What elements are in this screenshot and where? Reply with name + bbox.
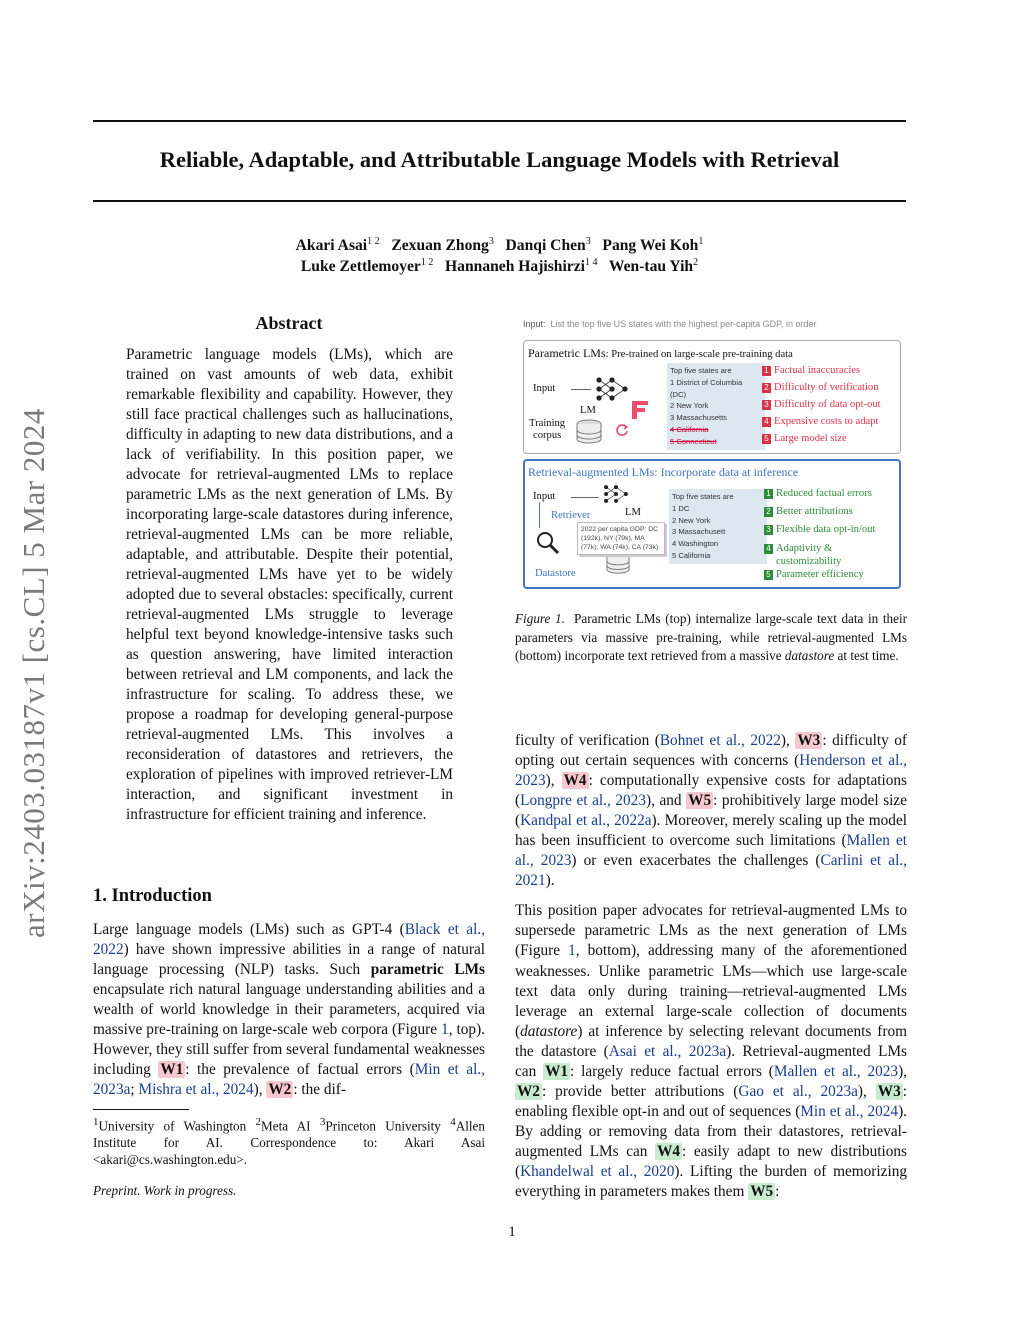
introduction-heading: 1. Introduction <box>93 886 212 906</box>
state-row: 3 Massachusett <box>672 527 726 537</box>
affiliations-footnote: $^1$University of Washington $^2$Meta AI $^3$Princeton University $^4$Allen Institute for AI. Correspondence to: Akari Asai <akari@cs.washington.edu>. <box>93 1116 485 1167</box>
retrieval-panel-title: Retrieval-augmented LMs: Incorporate data at inference <box>528 465 799 479</box>
page-number: 1 <box>508 1224 516 1240</box>
author: Danqi Chen <box>505 237 586 255</box>
paragraph: ficulty of verification (Bohnet et al., 2022), W3 : difficulty of opting out certain sequences with concerns (Henderson et al., 2023), W4 : computationally expensive costs for adaptations (Longpre et al., 2023), and W5 : prohibitively large model size (Kandpal et al., 2022a). Moreover, merely scaling up the model has been insufficient to overcome such limitations (Mallen et al., 2023) or even exacerbates the challenges (Carlini et al., 2021). <box>515 732 908 890</box>
citation-link[interactable]: Carlini et al., 2021 <box>515 852 907 890</box>
citation-link[interactable]: Khandelwal et al., 2020 <box>520 1162 675 1180</box>
input-label: Input <box>533 383 556 394</box>
arrow <box>595 555 605 556</box>
paragraph: This position paper advocates for retrieval-augmented LMs to supersede parametric LMs as the next generation of LMs (Figure 1, bottom), addressing many of the aforementioned weaknesses. Unlike parametric LMs—which use large-scale text data only during training—retrieval-augmented LMs leverage an external large-scale collection of documents (datastore) at inference by selecting relevant documents from the datastore (Asai et al., 2023a). Retrieval-augmented LMs can W1 : largely reduce factual errors (Mallen et al., 2023), W2 : provide better attributions (Gao et al., 2023a), W3 : enabling flexible opt-in and out of sequences (Min et al., 2024). By adding or removing data from their datastores, retrieval-augmented LMs can W4 : easily adapt to new distributions (Khandelwal et al., 2020). Lifting the burden of memorizing everything in parameters makes them W5 : <box>515 902 907 1201</box>
right-column-text <box>515 731 907 1202</box>
figure-ref-link[interactable]: 1 <box>568 942 576 960</box>
citation-link[interactable]: Min et al., 2024 <box>800 1102 899 1120</box>
neural-network-icon <box>595 375 629 408</box>
citation-link[interactable]: Henderson et al., 2023 <box>515 752 907 790</box>
issue-item: 4 Expensive costs to adapt <box>762 416 878 427</box>
citation-link[interactable]: Asai et al., 2023a <box>608 1042 727 1060</box>
paper-title: Reliable, Adaptable, and Attributable Language Models with Retrieval <box>159 147 840 172</box>
state-row: 1 District of Columbia <box>670 377 743 387</box>
state-row: 4 Washington <box>672 539 719 549</box>
citation-link[interactable]: Black et al., 2022 <box>93 921 485 959</box>
figure-input-prompt: Input: List the top five US states with the highest per-capita GDP, in order <box>523 319 817 329</box>
citation-link[interactable]: Min et al., 2023a <box>93 1061 485 1099</box>
magnifier-icon <box>535 530 561 561</box>
citation-link[interactable]: Mallen et al., 2023 <box>773 1062 899 1080</box>
citation-link[interactable]: Bohnet et al., 2022 <box>659 732 781 749</box>
training-corpus-label: Training corpus <box>529 418 566 441</box>
neural-network-icon <box>603 483 629 510</box>
refresh-icon <box>615 423 629 442</box>
fire-f-icon <box>630 399 650 426</box>
state-row: 5 Connecticut <box>670 436 717 446</box>
state-row: 4 California <box>670 424 709 434</box>
state-row: (DC) <box>670 389 687 399</box>
strength-tag: W1 <box>545 1062 569 1080</box>
strength-tag: W5 <box>750 1183 774 1201</box>
retriever-label: Retriever <box>551 510 591 521</box>
benefit-item: 5 Parameter efficiency <box>764 569 864 580</box>
parametric-panel-title: Parametric LMs: Pre-trained on large-scale pre-training data <box>528 346 793 360</box>
weakness-tag: W4 <box>563 772 587 790</box>
arxiv-stamp: arXiv:2403.03187v1 [cs.CL] 5 Mar 2024 <box>16 408 51 938</box>
database-icon <box>575 419 603 450</box>
issue-item: 5 Large model size <box>762 433 847 444</box>
footnote-rule <box>93 1109 189 1110</box>
input-label: Input <box>533 491 556 502</box>
state-row: 5 California <box>672 550 711 560</box>
lm-label: LM <box>625 507 641 518</box>
strength-tag: W2 <box>517 1082 540 1100</box>
citation-link[interactable]: Gao et al., 2023a <box>738 1082 858 1100</box>
citation-link[interactable]: Longpre et al., 2023 <box>520 792 646 810</box>
state-row: 2 New York <box>670 401 709 411</box>
introduction-paragraph: Large language models (LMs) such as GPT-4 (Black et al., 2022) have shown impressive abilities in a range of natural language processing (NLP) tasks. Such parametric LMs encapsulate rich natural language understanding abilities and a wealth of world knowledge in their parameters, acquired via massive pre-training on large-scale web corpora (Figure 1, top). However, they still suffer from several fundamental weaknesses including W1 : the prevalence of factual errors (Min et al., 2023a; Mishra et al., 2024), W2 : the dif- <box>93 921 485 1099</box>
state-row: 3 Massachusetts <box>670 413 727 423</box>
database-icon <box>605 551 631 580</box>
weakness-tag: W1 <box>160 1061 184 1079</box>
issue-item: 2 Difficulty of verification <box>762 382 879 393</box>
lm-label: LM <box>580 405 596 416</box>
authors-line-2: Luke Zettlemoyer$^{1 2}$ Hannaneh Hajishirzi$^{1 4}$ Wen-tau Yih$^2$ <box>300 257 699 276</box>
figure-1 <box>515 315 907 595</box>
title-rule-bottom <box>93 200 906 202</box>
arrow <box>539 502 540 528</box>
citation-link[interactable]: Kandpal et al., 2022a <box>520 812 652 830</box>
figure-ref-link[interactable]: 1 <box>441 1021 449 1039</box>
issue-item: 3 Difficulty of data opt-out <box>762 399 881 410</box>
issue-item: 1 Factual inaccuracies <box>762 365 860 376</box>
arrow <box>571 497 599 498</box>
author: Hannaneh Hajishirzi <box>445 258 585 276</box>
figure-caption: Figure 1. Parametric LMs (top) internalize large-scale text data in their parameters via massive pre-training, while retrieval-augmented LMs (bottom) incorporate text retrieved from a massive datastore at test time. <box>515 611 907 664</box>
author: Akari Asai <box>295 237 368 255</box>
weakness-tag: W2 <box>268 1081 292 1099</box>
state-row: 1 DC <box>672 503 690 513</box>
benefit-item: 3 Flexible data opt-in/out <box>764 524 875 535</box>
state-row: 2 New York <box>672 515 711 525</box>
strength-tag: W3 <box>877 1082 901 1100</box>
author: Zexuan Zhong <box>391 237 489 255</box>
authors-line-1: Akari Asai$^{1 2}$ Zexuan Zhong$^3$ Danqi Chen$^3$ Pang Wei Koh$^1$ <box>295 236 704 255</box>
citation-link[interactable]: Mishra et al., 2024 <box>138 1081 254 1099</box>
strength-tag: W4 <box>657 1142 681 1160</box>
title-rule-top <box>93 120 906 122</box>
author: Wen-tau Yih <box>608 258 694 276</box>
weakness-tag: W5 <box>688 792 712 810</box>
parametric-answer-list: Top five states are 1 District of Columbia (DC) 2 New York 3 Massachusetts 4 California 5 Connecticut <box>667 363 765 450</box>
retrieval-answer-list: Top five states are 1 DC 2 New York 3 Massachusett 4 Washington 5 California <box>669 489 767 564</box>
author: Luke Zettlemoyer <box>300 258 421 276</box>
author: Pang Wei Koh <box>602 237 699 255</box>
abstract-heading: Abstract <box>255 313 323 333</box>
abstract-text: Parametric language models (LMs), which are trained on vast amounts of web data, exhibit remarkable flexibility and capability. However, they still face practical challenges such as hallucinations, difficulty in adapting to new data distributions, and a lack of verifiability. In this position paper, we advocate for retrieval-augmented LMs to replace parametric LMs as the next generation of LMs. By incorporating large-scale datastores during inference, retrieval-augmented LMs can be more reliable, adaptable, and attributable. Despite their potential, retrieval-augmented LMs have yet to be widely adopted due to several obstacles: specifically, current retrieval-augmented LMs struggle to leverage helpful text beyond knowledge-intensive tasks such as question answering, have limited interaction between retrieval and LM components, and lack the infrastructure for scaling. To address these, we propose a roadmap for developing general-purpose retrieval-augmented LMs. This involves a reconsideration of datastores and retrievers, the exploration of pipelines with improved retriever-LM interaction, and significant investment in infrastructure for efficient training and inference. <box>126 346 453 823</box>
benefit-item: 2 Better attributions <box>764 506 853 517</box>
weakness-tag: W3 <box>797 732 821 749</box>
preprint-note: Preprint. Work in progress. <box>93 1183 237 1198</box>
benefit-item: 1 Reduced factual errors <box>764 488 872 499</box>
citation-link[interactable]: Mallen et al., 2023 <box>515 832 908 870</box>
arrow <box>571 389 591 390</box>
benefit-item: 4 Adaptivity & customizability <box>764 542 841 568</box>
retrieved-document: 2022 per capita GDP: DC (192k), NY (79k), MA (77k), WA (74k), CA (73k) <box>577 522 665 555</box>
datastore-label: Datastore <box>535 568 576 579</box>
